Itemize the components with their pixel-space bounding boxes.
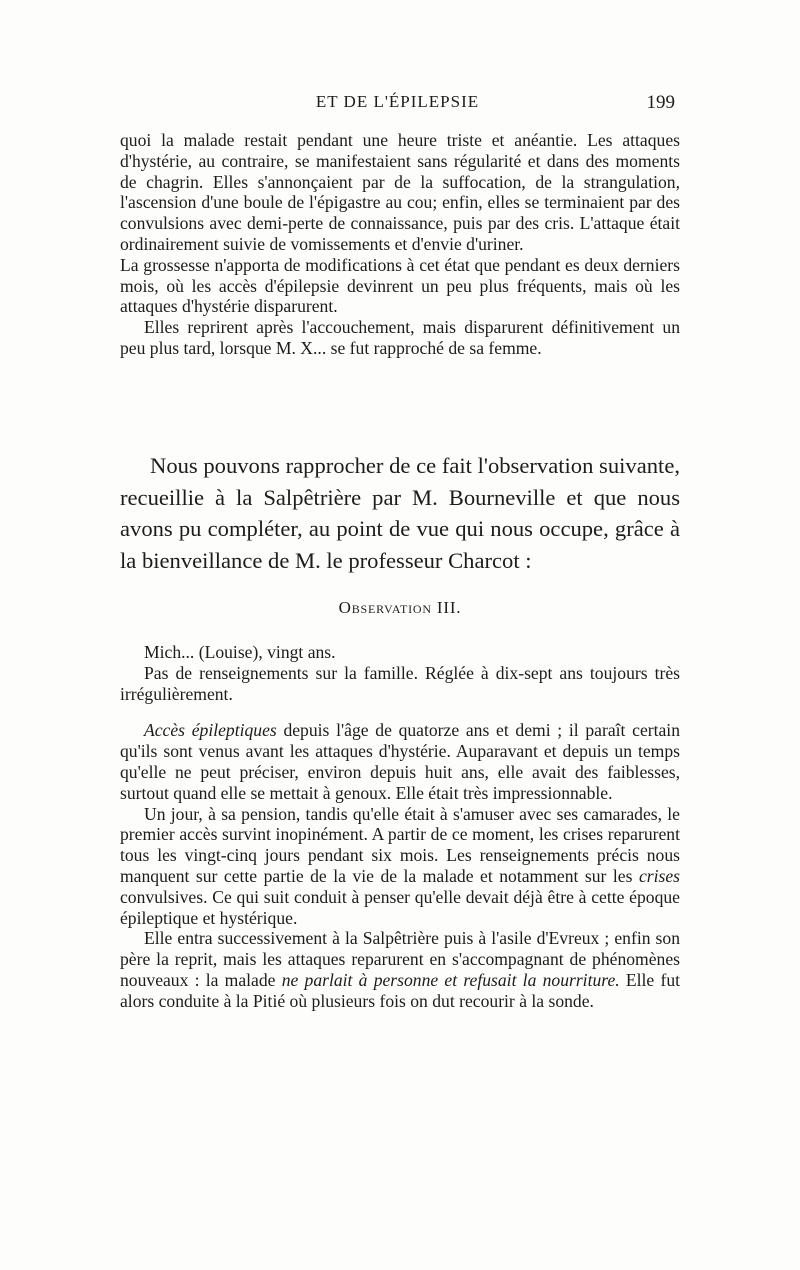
observation-title: Observation III. xyxy=(338,598,462,617)
running-head: ET DE L'ÉPILEPSIE xyxy=(315,92,480,111)
paragraph-epileptic-fits-text: depuis l'âge de quatorze ans et demi ; il paraît certain qu'ils sont venus avant les attaques d'hystérie. Auparavant et depuis un temps qu'elle ne peut préciser, environ depuis huit ans, elle avait des faiblesses, surtout quand elle se mettait à genoux. Elle était très impressionnable. xyxy=(120,720,680,803)
paragraph-pregnancy: La grossesse n'apporta de modifications à cet état que pendant es deux derniers mois, où les accès d'épilepsie devinrent un peu plus fréquents, mais où les attaques d'hystérie disparurent. xyxy=(120,254,680,317)
paragraph-epileptic-fits xyxy=(120,720,680,803)
case-text-top xyxy=(120,130,680,359)
paragraph-introduction: Nous pouvons rapprocher de ce fait l'observation suivante, recueillie à la Salpêtrière par M. Bourneville et que nous avons pu compléter, au point de vue qui nous occupe, grâce à la bienveillance de M. le professeur Charcot : xyxy=(120,453,680,573)
paragraph-first-fit xyxy=(120,804,680,929)
paragraph-admissions xyxy=(120,928,680,1011)
observation-text xyxy=(120,642,680,1012)
paragraph-after-delivery: Elles reprirent après l'accouchement, mais disparurent définitivement un peu plus tard, lorsque M. X... se fut rapproché de sa femme. xyxy=(120,317,680,358)
paragraph-admissions-end: Elle fut alors conduite à la Pitié où plusieurs fois on dut recourir à la sonde. xyxy=(120,969,681,1011)
italic-crises: crises xyxy=(638,865,680,886)
paragraph-first-fit-text: Un jour, à sa pension, tandis qu'elle était à s'amuser avec ses camarades, le premier accès survint inopinément. A partir de ce moment, les crises reparurent tous les vingt-cinq jours pendant six mois. Les renseignements précis nous manquent sur cette partie de la vie de la malade et notamment sur les xyxy=(120,803,680,886)
introduction-text xyxy=(120,450,680,576)
paragraph-admissions-text: Elle entra successivement à la Salpêtrière puis à l'asile d'Evreux ; enfin son père la reprit, mais les attaques reparurent en s'accompagnant de phénomènes nouveaux : la malade xyxy=(120,928,680,990)
paragraph-family: Pas de renseignements sur la famille. Réglée à dix-sept ans toujours très irrégulièrement. xyxy=(120,662,680,704)
paragraph-first-fit-end: convulsives. Ce qui suit conduit à penser qu'elle devait déjà être à cette époque épileptique et hystérique. xyxy=(120,886,680,928)
paragraph-attacks: quoi la malade restait pendant une heure triste et anéantie. Les attaques d'hystérie, au contraire, se manifestaient sans régularité et dans des moments de chagrin. Elles s'annonçaient par de la suffocation, de la strangulation, l'ascension d'une boule de l'épigastre au cou; enfin, elles se terminaient par des convulsions avec demi-perte de connaissance, puis par des cris. L'attaque était ordinairement suivie de vomissements et d'envie d'uriner. xyxy=(120,130,680,254)
page-header xyxy=(120,92,675,122)
italic-refusal: ne parlait à personne et refusait la nourriture. xyxy=(281,969,620,990)
page-number: 199 xyxy=(646,92,675,113)
italic-lead: Accès épileptiques xyxy=(144,720,277,741)
paragraph-patient: Mich... (Louise), vingt ans. xyxy=(144,642,336,662)
